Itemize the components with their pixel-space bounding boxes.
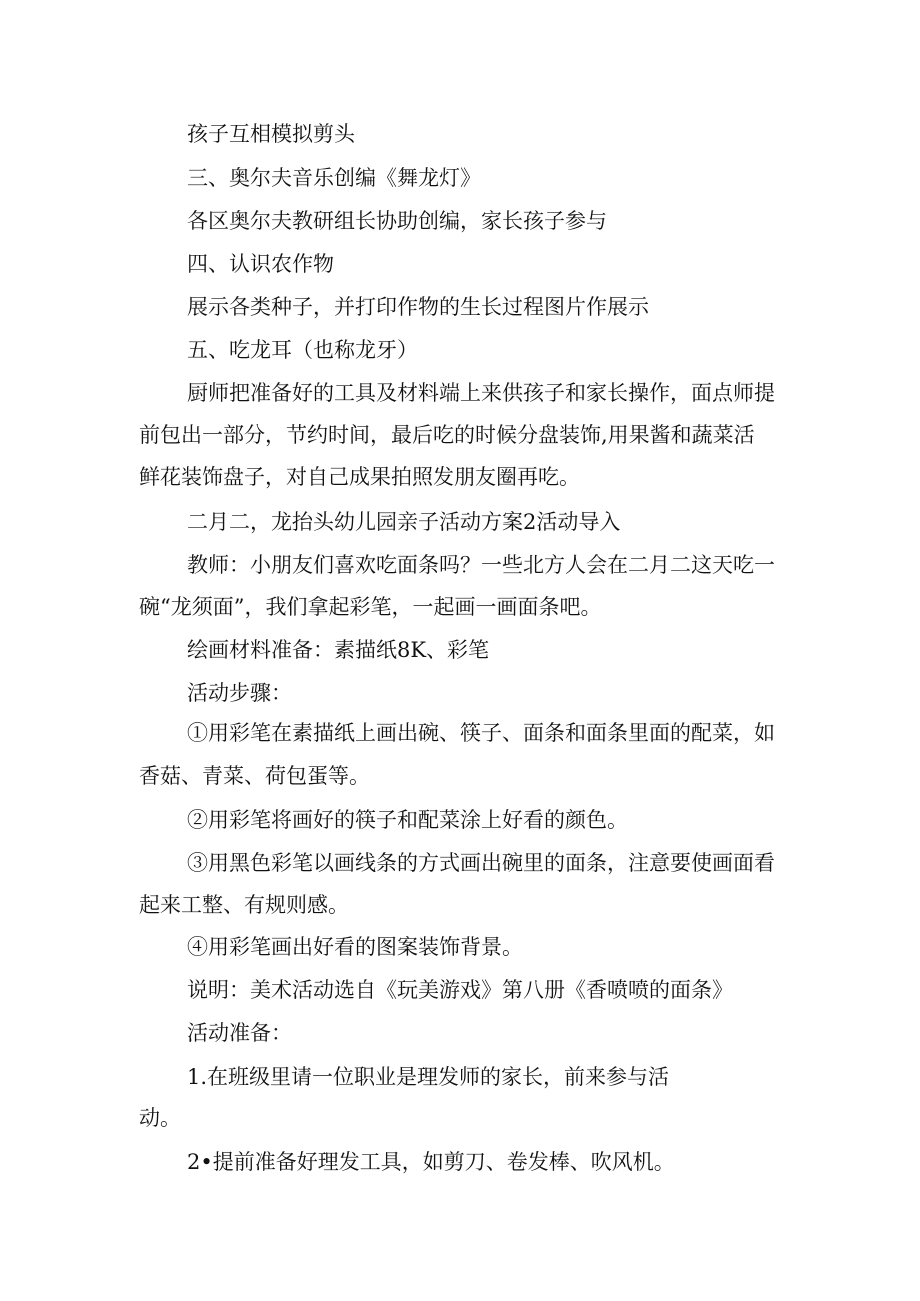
section-heading: 三、奥尔夫音乐创编《舞龙灯》 [187, 166, 481, 190]
text-line: 孩子互相模拟剪头 [187, 122, 355, 146]
list-item: 2•提前准备好理发工具，如剪刀、卷发棒、吹风机。 [187, 1150, 675, 1174]
section-heading: 四、认识农作物 [187, 252, 334, 276]
step-item: ①用彩笔在素描纸上画出碗、筷子、面条和面条里面的配菜，如 [187, 721, 775, 745]
step-item: 起来工整、有规则感。 [139, 893, 349, 917]
step-item: ④用彩笔画出好看的图案装饰背景。 [187, 935, 523, 959]
text-line: 展示各类种子，并打印作物的生长过程图片作展示 [187, 295, 649, 319]
text-line: 各区奥尔夫教研组长协助创编，家长孩子参与 [187, 209, 607, 233]
text-line: 活动准备： [187, 1021, 292, 1045]
section-heading: 二月二，龙抬头幼儿园亲子活动方案2活动导入 [187, 510, 621, 534]
text-line: 鲜花装饰盘子，对自己成果拍照发朋友圈再吃。 [139, 465, 580, 489]
section-heading: 五、吃龙耳（也称龙牙） [187, 338, 418, 362]
step-item: ②用彩笔将画好的筷子和配菜涂上好看的颜色。 [187, 808, 628, 832]
text-line: 碗“龙须面”，我们拿起彩笔，一起画一画面条吧。 [139, 595, 602, 619]
text-line: 前包出一部分，节约时间，最后吃的时候分盘装饰,用果酱和蔬菜活 [139, 423, 755, 447]
text-line: 绘画材料准备：素描纸8K、彩笔 [187, 638, 490, 662]
step-item: 香菇、青菜、荷包蛋等。 [139, 764, 370, 788]
text-line: 教师：小朋友们喜欢吃面条吗？一些北方人会在二月二这天吃一 [187, 553, 775, 577]
step-item: ③用黑色彩笔以画线条的方式画出碗里的面条，注意要使画面看 [187, 851, 775, 875]
text-line: 厨师把准备好的工具及材料端上来供孩子和家长操作，面点师提 [187, 381, 775, 405]
list-item: 动。 [139, 1106, 181, 1130]
text-line: 活动步骤： [187, 681, 292, 705]
text-line: 说明：美术活动选自《玩美游戏》第八册《香喷喷的面条》 [187, 978, 733, 1002]
list-item: 1.在班级里请一位职业是理发师的家长，前来参与活 [187, 1065, 670, 1089]
